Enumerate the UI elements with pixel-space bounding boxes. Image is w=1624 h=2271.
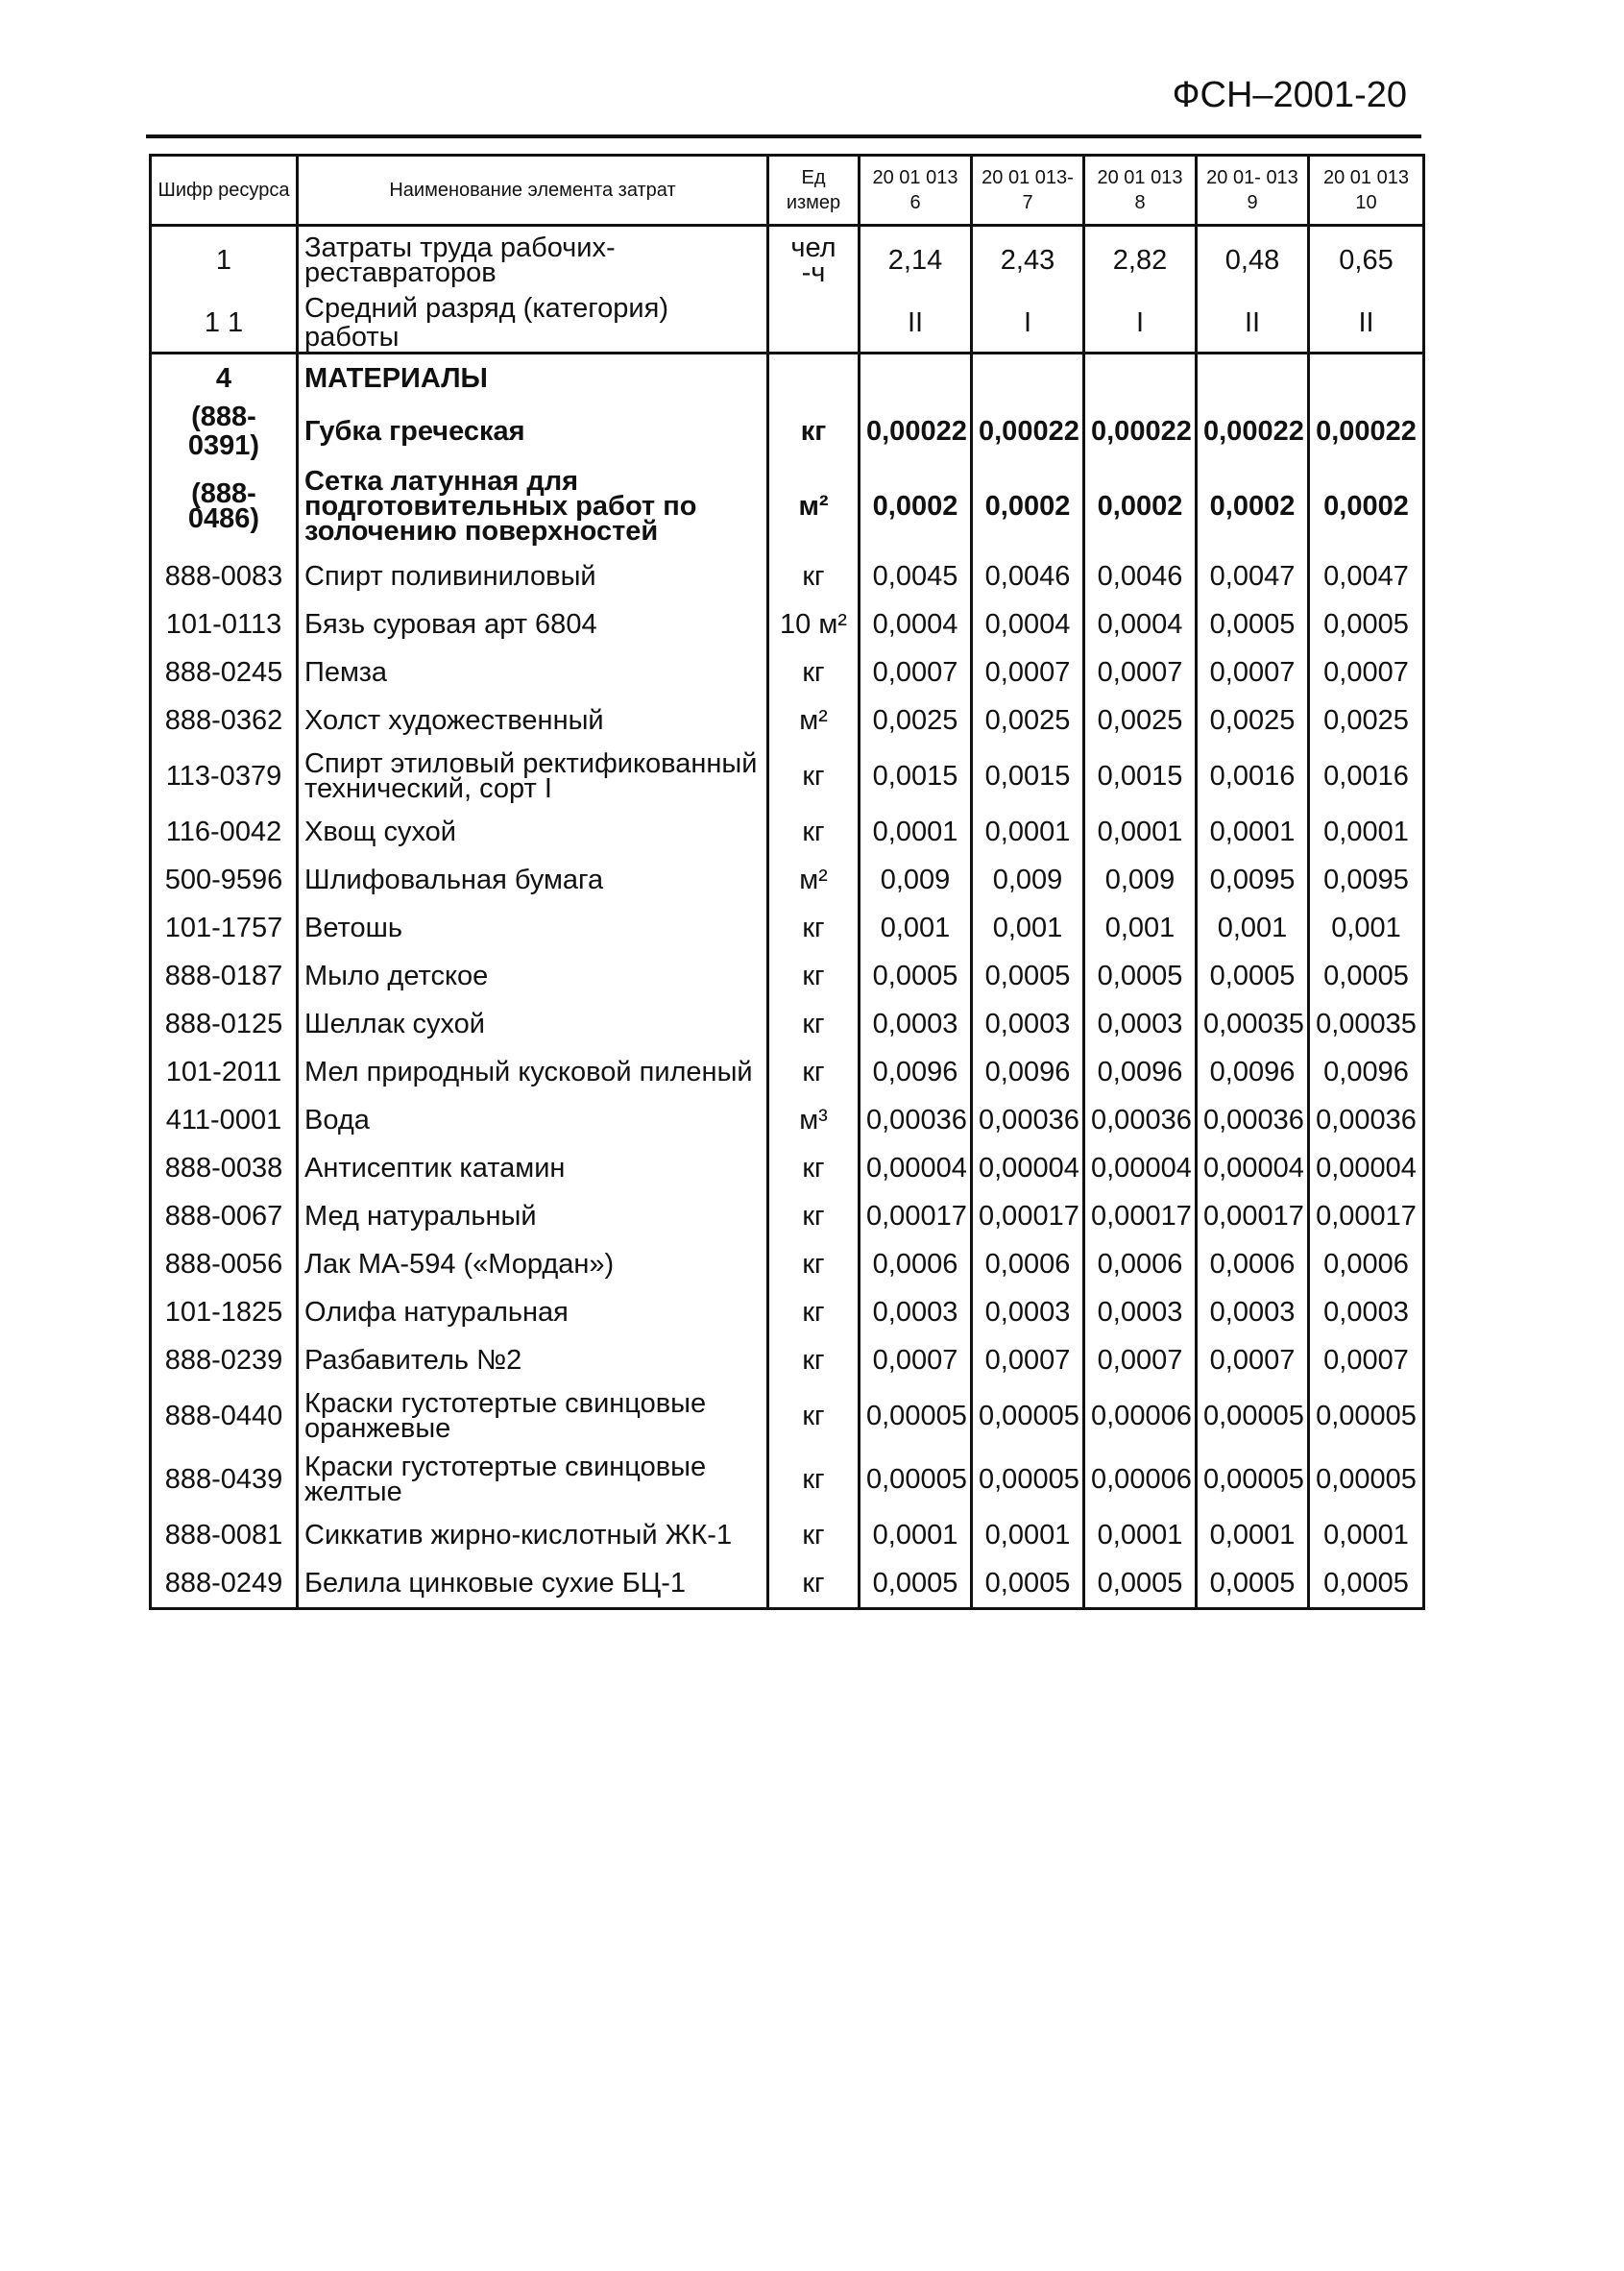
row-value-1: 0,001 bbox=[860, 904, 972, 952]
row-value-3: 0,009 bbox=[1084, 856, 1197, 904]
row-unit: кг bbox=[768, 1559, 860, 1609]
row-code: 101-2011 bbox=[151, 1048, 298, 1096]
row-unit: м² bbox=[768, 856, 860, 904]
row-value-3: 0,00006 bbox=[1084, 1384, 1197, 1448]
labor-value-5: 0,65 bbox=[1309, 226, 1424, 295]
table-row bbox=[151, 1192, 1424, 1240]
row-name: Краски густотертые свинцовые желтые bbox=[298, 1448, 768, 1511]
row-value-1: 0,00004 bbox=[860, 1144, 972, 1192]
row-unit: кг bbox=[768, 648, 860, 696]
table-row bbox=[151, 745, 1424, 808]
row-value-3: 0,0025 bbox=[1084, 696, 1197, 745]
row-unit: кг bbox=[768, 552, 860, 600]
grade-value-4: II bbox=[1197, 294, 1309, 354]
row-value-4: 0,00035 bbox=[1197, 1000, 1309, 1048]
row-value-1: 0,00022 bbox=[860, 403, 972, 460]
row-name: Бязь суровая арт 6804 bbox=[298, 600, 768, 648]
row-value-3: 0,0046 bbox=[1084, 552, 1197, 600]
row-value-3: 0,0003 bbox=[1084, 1288, 1197, 1336]
row-name: Мыло детское bbox=[298, 952, 768, 1000]
labor-value-3: 2,82 bbox=[1084, 226, 1197, 295]
row-value-1: 0,0004 bbox=[860, 600, 972, 648]
row-value-2: 0,0002 bbox=[972, 460, 1084, 552]
row-value-2: 0,0007 bbox=[972, 1336, 1084, 1384]
table-row bbox=[151, 1096, 1424, 1144]
row-name: Спирт этиловый ректификованный технический, сорт I bbox=[298, 745, 768, 808]
row-value-5: 0,00022 bbox=[1309, 403, 1424, 460]
row-value-2: 0,00022 bbox=[972, 403, 1084, 460]
row-code: 888-0038 bbox=[151, 1144, 298, 1192]
row-value-5: 0,0003 bbox=[1309, 1288, 1424, 1336]
row-value-5: 0,0001 bbox=[1309, 1511, 1424, 1559]
header-col-1: 20 01 013 6 bbox=[860, 156, 972, 226]
table-row bbox=[151, 552, 1424, 600]
row-value-5: 0,0001 bbox=[1309, 808, 1424, 856]
document-code: ФСН–2001-20 bbox=[1172, 75, 1407, 115]
row-value-5: 0,001 bbox=[1309, 904, 1424, 952]
table-row bbox=[151, 1240, 1424, 1288]
row-value-4: 0,0047 bbox=[1197, 552, 1309, 600]
row-value-5: 0,0025 bbox=[1309, 696, 1424, 745]
header-col-2: 20 01 013-7 bbox=[972, 156, 1084, 226]
row-value-5: 0,0047 bbox=[1309, 552, 1424, 600]
row-value-5: 0,0005 bbox=[1309, 600, 1424, 648]
table-row bbox=[151, 1144, 1424, 1192]
row-value-2: 0,0003 bbox=[972, 1000, 1084, 1048]
row-name: Антисептик катамин bbox=[298, 1144, 768, 1192]
row-value-3: 0,0005 bbox=[1084, 952, 1197, 1000]
row-unit: кг bbox=[768, 1192, 860, 1240]
table-row bbox=[151, 1511, 1424, 1559]
labor-unit: чел -ч bbox=[768, 226, 860, 295]
table-body bbox=[151, 226, 1424, 1609]
grade-row bbox=[151, 294, 1424, 354]
labor-name: Затраты труда рабочих-реставраторов bbox=[298, 226, 768, 295]
row-value-5: 0,0007 bbox=[1309, 1336, 1424, 1384]
header-col-3: 20 01 013 8 bbox=[1084, 156, 1197, 226]
row-value-5: 0,0095 bbox=[1309, 856, 1424, 904]
table-row bbox=[151, 1336, 1424, 1384]
row-value-2: 0,0046 bbox=[972, 552, 1084, 600]
grade-value-3: I bbox=[1084, 294, 1197, 354]
row-value-1: 0,0001 bbox=[860, 808, 972, 856]
row-code: 888-0056 bbox=[151, 1240, 298, 1288]
row-value-1: 0,0005 bbox=[860, 1559, 972, 1609]
row-value-3: 0,00017 bbox=[1084, 1192, 1197, 1240]
table-row bbox=[151, 1288, 1424, 1336]
row-value-3: 0,0001 bbox=[1084, 808, 1197, 856]
row-value-4: 0,0006 bbox=[1197, 1240, 1309, 1288]
grade-value-2: I bbox=[972, 294, 1084, 354]
row-code: 888-0067 bbox=[151, 1192, 298, 1240]
row-value-4: 0,0005 bbox=[1197, 952, 1309, 1000]
header-code: Шифр ресурса bbox=[151, 156, 298, 226]
row-code: 888-0439 bbox=[151, 1448, 298, 1511]
row-value-4: 0,0005 bbox=[1197, 600, 1309, 648]
row-code: 888-0362 bbox=[151, 696, 298, 745]
row-name: Спирт поливиниловый bbox=[298, 552, 768, 600]
grade-unit bbox=[768, 294, 860, 354]
row-value-4: 0,0096 bbox=[1197, 1048, 1309, 1096]
row-code: 113-0379 bbox=[151, 745, 298, 808]
row-name: Олифа натуральная bbox=[298, 1288, 768, 1336]
row-code: 101-1757 bbox=[151, 904, 298, 952]
row-value-5: 0,00004 bbox=[1309, 1144, 1424, 1192]
row-unit: 10 м² bbox=[768, 600, 860, 648]
row-value-5: 0,0005 bbox=[1309, 1559, 1424, 1609]
row-value-3: 0,00036 bbox=[1084, 1096, 1197, 1144]
row-name: Ветошь bbox=[298, 904, 768, 952]
row-unit: кг bbox=[768, 1448, 860, 1511]
row-value-4: 0,00005 bbox=[1197, 1384, 1309, 1448]
row-code: (888-0486) bbox=[151, 460, 298, 552]
row-code: (888-0391) bbox=[151, 403, 298, 460]
row-value-2: 0,0025 bbox=[972, 696, 1084, 745]
row-value-5: 0,00035 bbox=[1309, 1000, 1424, 1048]
header-name: Наименование элемента затрат bbox=[298, 156, 768, 226]
row-value-2: 0,001 bbox=[972, 904, 1084, 952]
row-value-2: 0,00005 bbox=[972, 1384, 1084, 1448]
row-unit: м² bbox=[768, 460, 860, 552]
table-row bbox=[151, 403, 1424, 460]
row-unit: кг bbox=[768, 1000, 860, 1048]
row-value-3: 0,0007 bbox=[1084, 648, 1197, 696]
table-row bbox=[151, 856, 1424, 904]
table-row bbox=[151, 952, 1424, 1000]
row-unit: кг bbox=[768, 808, 860, 856]
row-value-1: 0,0002 bbox=[860, 460, 972, 552]
row-value-1: 0,00005 bbox=[860, 1384, 972, 1448]
row-code: 411-0001 bbox=[151, 1096, 298, 1144]
row-code: 101-0113 bbox=[151, 600, 298, 648]
row-value-3: 0,00004 bbox=[1084, 1144, 1197, 1192]
row-value-2: 0,0001 bbox=[972, 1511, 1084, 1559]
row-code: 888-0239 bbox=[151, 1336, 298, 1384]
row-code: 888-0440 bbox=[151, 1384, 298, 1448]
table-row bbox=[151, 460, 1424, 552]
row-value-5: 0,0007 bbox=[1309, 648, 1424, 696]
row-value-3: 0,0003 bbox=[1084, 1000, 1197, 1048]
grade-name: Средний разряд (категория) работы bbox=[298, 294, 768, 354]
row-unit: кг bbox=[768, 952, 860, 1000]
row-name: Сиккатив жирно-кислотный ЖК-1 bbox=[298, 1511, 768, 1559]
row-value-1: 0,0003 bbox=[860, 1000, 972, 1048]
row-value-5: 0,00005 bbox=[1309, 1448, 1424, 1511]
grade-value-1: II bbox=[860, 294, 972, 354]
row-value-3: 0,0007 bbox=[1084, 1336, 1197, 1384]
row-name: Мел природный кусковой пиленый bbox=[298, 1048, 768, 1096]
row-code: 888-0249 bbox=[151, 1559, 298, 1609]
row-value-5: 0,0096 bbox=[1309, 1048, 1424, 1096]
row-code: 888-0125 bbox=[151, 1000, 298, 1048]
row-value-3: 0,0015 bbox=[1084, 745, 1197, 808]
header-rule bbox=[146, 134, 1421, 138]
labor-value-2: 2,43 bbox=[972, 226, 1084, 295]
row-value-2: 0,0001 bbox=[972, 808, 1084, 856]
row-value-1: 0,0007 bbox=[860, 1336, 972, 1384]
row-value-3: 0,0096 bbox=[1084, 1048, 1197, 1096]
row-name: Вода bbox=[298, 1096, 768, 1144]
row-code: 888-0083 bbox=[151, 552, 298, 600]
table-header-row bbox=[151, 156, 1424, 226]
row-unit: м³ bbox=[768, 1096, 860, 1144]
row-value-5: 0,0002 bbox=[1309, 460, 1424, 552]
row-value-1: 0,0025 bbox=[860, 696, 972, 745]
grade-code: 1 1 bbox=[151, 294, 298, 354]
table-row bbox=[151, 1448, 1424, 1511]
row-value-2: 0,00017 bbox=[972, 1192, 1084, 1240]
row-unit: кг bbox=[768, 904, 860, 952]
row-unit: кг bbox=[768, 1240, 860, 1288]
header-unit: Ед измер bbox=[768, 156, 860, 226]
table-row bbox=[151, 648, 1424, 696]
row-value-3: 0,0005 bbox=[1084, 1559, 1197, 1609]
row-value-3: 0,00022 bbox=[1084, 403, 1197, 460]
row-value-2: 0,0005 bbox=[972, 952, 1084, 1000]
row-value-1: 0,0045 bbox=[860, 552, 972, 600]
row-unit: кг bbox=[768, 1384, 860, 1448]
row-value-1: 0,009 bbox=[860, 856, 972, 904]
labor-row bbox=[151, 226, 1424, 295]
materials-header-row bbox=[151, 354, 1424, 403]
materials-code: 4 bbox=[151, 354, 298, 403]
labor-value-4: 0,48 bbox=[1197, 226, 1309, 295]
table-row bbox=[151, 1384, 1424, 1448]
row-name: Шеллак сухой bbox=[298, 1000, 768, 1048]
row-value-4: 0,0025 bbox=[1197, 696, 1309, 745]
row-value-3: 0,0002 bbox=[1084, 460, 1197, 552]
row-name: Шлифовальная бумага bbox=[298, 856, 768, 904]
table-row bbox=[151, 808, 1424, 856]
row-name: Разбавитель №2 bbox=[298, 1336, 768, 1384]
row-value-1: 0,0006 bbox=[860, 1240, 972, 1288]
row-unit: кг bbox=[768, 1144, 860, 1192]
row-value-4: 0,00005 bbox=[1197, 1448, 1309, 1511]
row-value-5: 0,0016 bbox=[1309, 745, 1424, 808]
table-row bbox=[151, 1559, 1424, 1609]
row-value-4: 0,0007 bbox=[1197, 1336, 1309, 1384]
row-value-3: 0,0004 bbox=[1084, 600, 1197, 648]
row-value-4: 0,0007 bbox=[1197, 648, 1309, 696]
row-value-5: 0,00017 bbox=[1309, 1192, 1424, 1240]
row-value-1: 0,00036 bbox=[860, 1096, 972, 1144]
row-value-1: 0,0005 bbox=[860, 952, 972, 1000]
row-value-1: 0,0003 bbox=[860, 1288, 972, 1336]
row-name: Краски густотертые свинцовые оранжевые bbox=[298, 1384, 768, 1448]
header-col-5: 20 01 013 10 bbox=[1309, 156, 1424, 226]
row-name: Холст художественный bbox=[298, 696, 768, 745]
row-unit: м² bbox=[768, 696, 860, 745]
grade-value-5: II bbox=[1309, 294, 1424, 354]
table-row bbox=[151, 696, 1424, 745]
row-unit: кг bbox=[768, 745, 860, 808]
row-name: Хвощ сухой bbox=[298, 808, 768, 856]
labor-value-1: 2,14 bbox=[860, 226, 972, 295]
row-value-4: 0,0001 bbox=[1197, 808, 1309, 856]
row-code: 101-1825 bbox=[151, 1288, 298, 1336]
row-code: 888-0187 bbox=[151, 952, 298, 1000]
row-name: Белила цинковые сухие БЦ-1 bbox=[298, 1559, 768, 1609]
row-name: Пемза bbox=[298, 648, 768, 696]
row-value-2: 0,0004 bbox=[972, 600, 1084, 648]
row-value-4: 0,0002 bbox=[1197, 460, 1309, 552]
row-name: Мед натуральный bbox=[298, 1192, 768, 1240]
row-value-3: 0,0006 bbox=[1084, 1240, 1197, 1288]
row-name: Лак МА-594 («Мордан») bbox=[298, 1240, 768, 1288]
row-unit: кг bbox=[768, 403, 860, 460]
row-value-4: 0,0001 bbox=[1197, 1511, 1309, 1559]
row-value-4: 0,00004 bbox=[1197, 1144, 1309, 1192]
row-unit: кг bbox=[768, 1336, 860, 1384]
row-value-1: 0,0001 bbox=[860, 1511, 972, 1559]
row-value-2: 0,00036 bbox=[972, 1096, 1084, 1144]
row-value-1: 0,0015 bbox=[860, 745, 972, 808]
row-value-2: 0,0005 bbox=[972, 1559, 1084, 1609]
row-value-2: 0,0007 bbox=[972, 648, 1084, 696]
row-value-2: 0,0006 bbox=[972, 1240, 1084, 1288]
row-unit: кг bbox=[768, 1288, 860, 1336]
row-value-2: 0,0096 bbox=[972, 1048, 1084, 1096]
row-code: 888-0081 bbox=[151, 1511, 298, 1559]
row-value-4: 0,00022 bbox=[1197, 403, 1309, 460]
table-row bbox=[151, 1000, 1424, 1048]
row-value-5: 0,00005 bbox=[1309, 1384, 1424, 1448]
row-value-3: 0,001 bbox=[1084, 904, 1197, 952]
row-value-1: 0,00005 bbox=[860, 1448, 972, 1511]
row-code: 888-0245 bbox=[151, 648, 298, 696]
row-name: Сетка латунная для подготовительных работ по золочению поверхностей bbox=[298, 460, 768, 552]
row-value-4: 0,001 bbox=[1197, 904, 1309, 952]
row-value-4: 0,0095 bbox=[1197, 856, 1309, 904]
labor-code: 1 bbox=[151, 226, 298, 295]
row-value-4: 0,0005 bbox=[1197, 1559, 1309, 1609]
row-value-1: 0,0096 bbox=[860, 1048, 972, 1096]
row-value-5: 0,0006 bbox=[1309, 1240, 1424, 1288]
row-value-4: 0,0016 bbox=[1197, 745, 1309, 808]
row-value-1: 0,00017 bbox=[860, 1192, 972, 1240]
row-value-2: 0,0003 bbox=[972, 1288, 1084, 1336]
row-unit: кг bbox=[768, 1511, 860, 1559]
row-code: 116-0042 bbox=[151, 808, 298, 856]
row-value-3: 0,00006 bbox=[1084, 1448, 1197, 1511]
row-value-4: 0,00017 bbox=[1197, 1192, 1309, 1240]
row-value-2: 0,009 bbox=[972, 856, 1084, 904]
row-value-3: 0,0001 bbox=[1084, 1511, 1197, 1559]
row-value-5: 0,00036 bbox=[1309, 1096, 1424, 1144]
table-row bbox=[151, 600, 1424, 648]
row-value-2: 0,00004 bbox=[972, 1144, 1084, 1192]
header-col-4: 20 01- 013 9 bbox=[1197, 156, 1309, 226]
row-value-2: 0,00005 bbox=[972, 1448, 1084, 1511]
row-value-2: 0,0015 bbox=[972, 745, 1084, 808]
materials-title: МАТЕРИАЛЫ bbox=[298, 354, 768, 403]
table-row bbox=[151, 904, 1424, 952]
row-unit: кг bbox=[768, 1048, 860, 1096]
row-value-5: 0,0005 bbox=[1309, 952, 1424, 1000]
row-code: 500-9596 bbox=[151, 856, 298, 904]
row-value-4: 0,00036 bbox=[1197, 1096, 1309, 1144]
resource-cost-table bbox=[149, 154, 1425, 1610]
row-value-4: 0,0003 bbox=[1197, 1288, 1309, 1336]
table-row bbox=[151, 1048, 1424, 1096]
row-value-1: 0,0007 bbox=[860, 648, 972, 696]
row-name: Губка греческая bbox=[298, 403, 768, 460]
